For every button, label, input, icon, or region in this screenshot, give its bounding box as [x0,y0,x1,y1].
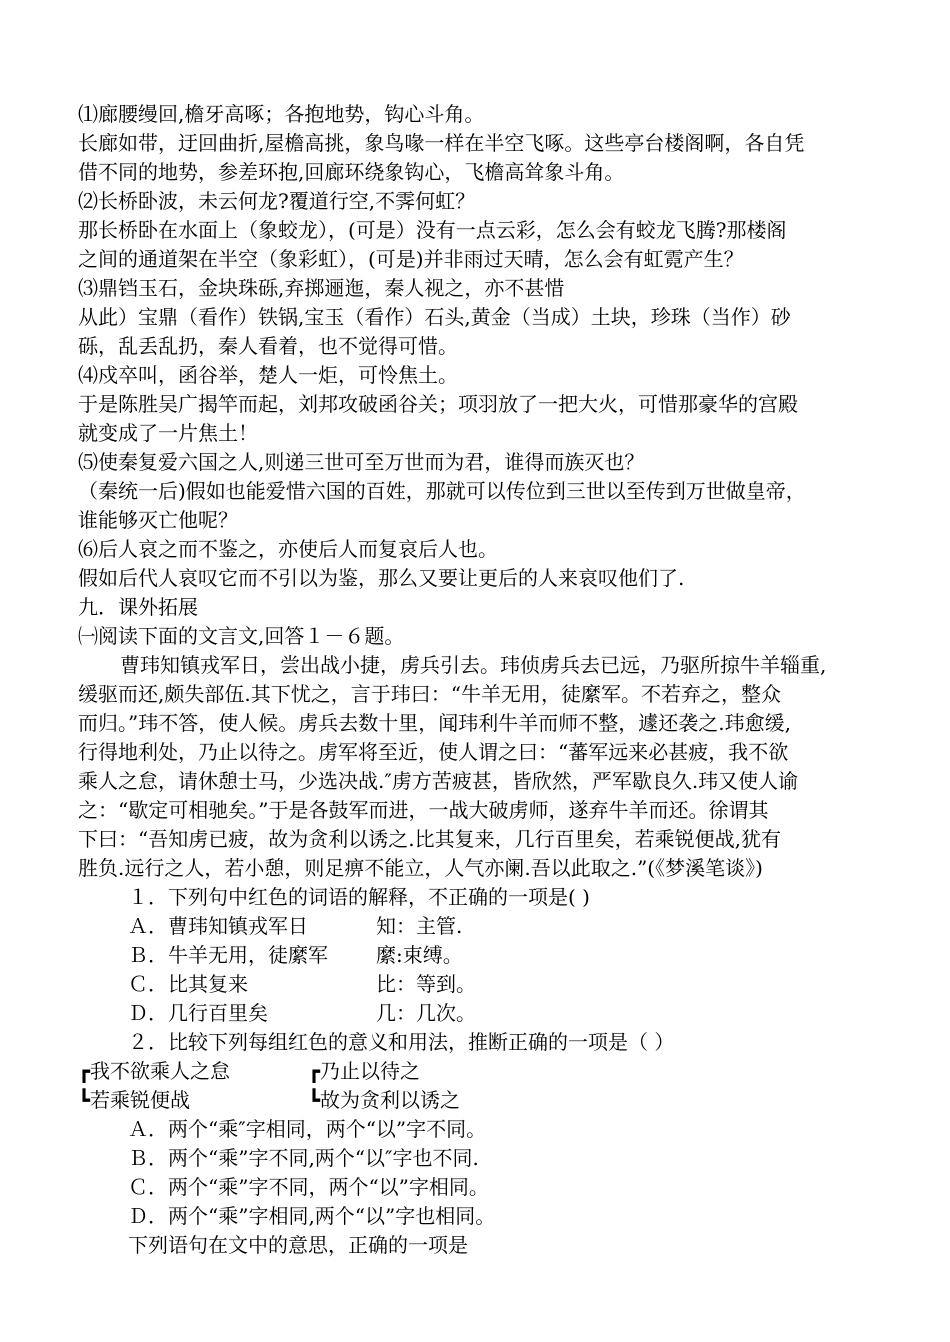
passage-line: 行得地利处，乃止以待之。虏军将至近，使人谓之曰：“蕃军远来必甚疲，我不欲 [78,740,789,764]
text-line: 就变成了一片焦土！ [78,421,258,445]
comparison-left [78,1086,308,1115]
text-line: ⑶鼎铛玉石，金块珠砾,弃掷逦迤，秦人视之，亦不甚惜 [78,276,565,300]
bracket-bottom-icon: ┗ [78,1088,91,1112]
option-text: Ｄ．几行百里矣 [128,1001,268,1025]
passage-line: 下曰：“吾知虏已疲，故为贪利以诱之.比其复来，几行百里矣，若乘锐便战,犹有 [78,827,781,851]
passage-line: 乘人之怠，请休憩士马，少选决战.″虏方苦疲甚，皆欣然，严军歇良久.玮又使人谕 [78,769,799,793]
passage-line: 而归。”玮不答，使人候。虏兵去数十里，闻玮利牛羊而师不整，遽还袭之.玮愈缓, [78,711,791,735]
comparison-right [308,1057,538,1086]
question-stem: ２．比较下列每组红色的意义和用法，推断正确的一项是（ ） [128,1030,675,1054]
answer-option: Ｃ．两个“乘”字不同，两个“以”字相同。 [128,1175,489,1199]
option-gloss: 知：主管. [376,914,463,938]
passage-line: 缓驱而还,颇失部伍.其下忧之，言于玮曰：“牛羊无用，徒縻军。不若弃之，整众 [78,682,781,706]
answer-option [78,970,878,999]
comparison-right [308,1086,538,1115]
text-line: ⑷戍卒叫，函谷举，楚人一炬，可怜焦土。 [78,363,458,387]
text-line: 假如后代人哀叹它而不引以为鉴，那么又要让更后的人来哀叹他们了. [78,566,685,590]
question-stem: １．下列句中红色的词语的解释，不正确的一项是( ) [128,885,590,909]
text-line: 从此）宝鼎（看作）铁锅,宝玉（看作）石头,黄金（当成）土块，珍珠（当作）砂 [78,305,791,329]
comparison-text: 乃止以待之 [320,1059,421,1083]
option-text: Ｂ．牛羊无用，徒縻军 [128,943,328,967]
bracket-top-icon: ┏ [308,1059,321,1083]
instruction-line: ㈠阅读下面的文言文,回答１－６题。 [78,624,405,648]
comparison-text: 若乘锐便战 [90,1088,191,1112]
bracket-bottom-icon: ┗ [308,1088,321,1112]
document-page [78,100,878,1260]
bracket-top-icon: ┏ [78,1059,91,1083]
question-1 [78,883,878,1028]
answer-option: Ｂ．两个“乘”字不同,两个“以″字也不同. [128,1146,479,1170]
text-line: 之间的通道架在半空（象彩虹），(可是)并非雨过天晴，怎么会有虹霓产生？ [78,247,744,271]
section-heading: 九．课外拓展 [78,595,198,619]
text-line: ⑴廊腰缦回,檐牙高啄；各抱地势，钩心斗角。 [78,102,485,126]
passage-line: 胜负.远行之人，若小憩，则足痹不能立，人气亦阑.吾以此取之.”(《梦溪笔谈》) [78,856,763,880]
text-line: ⑹后人哀之而不鉴之，亦使后人而复哀后人也。 [78,537,498,561]
comparison-left [78,1057,308,1086]
text-line: 谁能够灭亡他呢？ [78,508,238,532]
answer-option: Ｄ．两个“乘”字相同,两个“以”字也相同。 [128,1204,496,1228]
option-text: Ｃ．比其复来 [128,972,248,996]
answer-option: Ａ．两个“乘″字相同，两个“以”字不同。 [128,1117,487,1141]
passage-line: 曹玮知镇戎军日，尝出战小捷，虏兵引去。玮侦虏兵去已远，乃驱所掠牛羊辎重, [120,653,827,677]
question-3-stem: 下列语句在文中的意思，正确的一项是 [128,1233,468,1257]
text-line: （秦统一后)假如也能爱惜六国的百姓，那就可以传位到三世以至传到万世做皇帝， [78,479,806,503]
text-line: ⑸使秦复爱六国之人,则递三世可至万世而为君，谁得而族灭也？ [78,450,645,474]
translation-section [78,100,878,651]
comparison-text: 故为贪利以诱之 [320,1088,461,1112]
option-text: Ａ．曹玮知镇戎军日 [128,914,308,938]
comparison-row-top [78,1057,878,1086]
answer-option [78,999,878,1028]
answer-option [78,912,878,941]
comparison-text: 我不欲乘人之怠 [90,1059,231,1083]
text-line: 那长桥卧在水面上（象蛟龙），(可是）没有一点云彩，怎么会有蛟龙飞腾?那楼阁 [78,218,787,242]
option-gloss: 縻:束缚。 [376,943,463,967]
question-2 [78,1028,878,1231]
answer-option [78,941,878,970]
passage-line: 之：“歇定可相驰矣。”于是各鼓军而进，一战大破虏师，遂弃牛羊而还。徐谓其 [78,798,769,822]
text-line: 砾，乱丢乱扔，秦人看着，也不觉得可惜。 [78,334,458,358]
text-line: ⑵长桥卧波，未云何龙?覆道行空,不霁何虹？ [78,189,476,213]
classical-passage [78,651,878,883]
comparison-row-bottom [78,1086,878,1115]
text-line: 借不同的地势，参差环抱,回廊环绕象钩心，飞檐高耸象斗角。 [78,160,625,184]
option-gloss: 几：几次。 [376,1001,476,1025]
option-gloss: 比：等到。 [376,972,476,996]
text-line: 长廊如带，迂回曲折,屋檐高挑，象鸟喙一样在半空飞啄。这些亭台楼阁啊，各自凭 [78,131,805,155]
text-line: 于是陈胜吴广揭竿而起，刘邦攻破函谷关；项羽放了一把大火，可惜那豪华的宫殿 [78,392,798,416]
